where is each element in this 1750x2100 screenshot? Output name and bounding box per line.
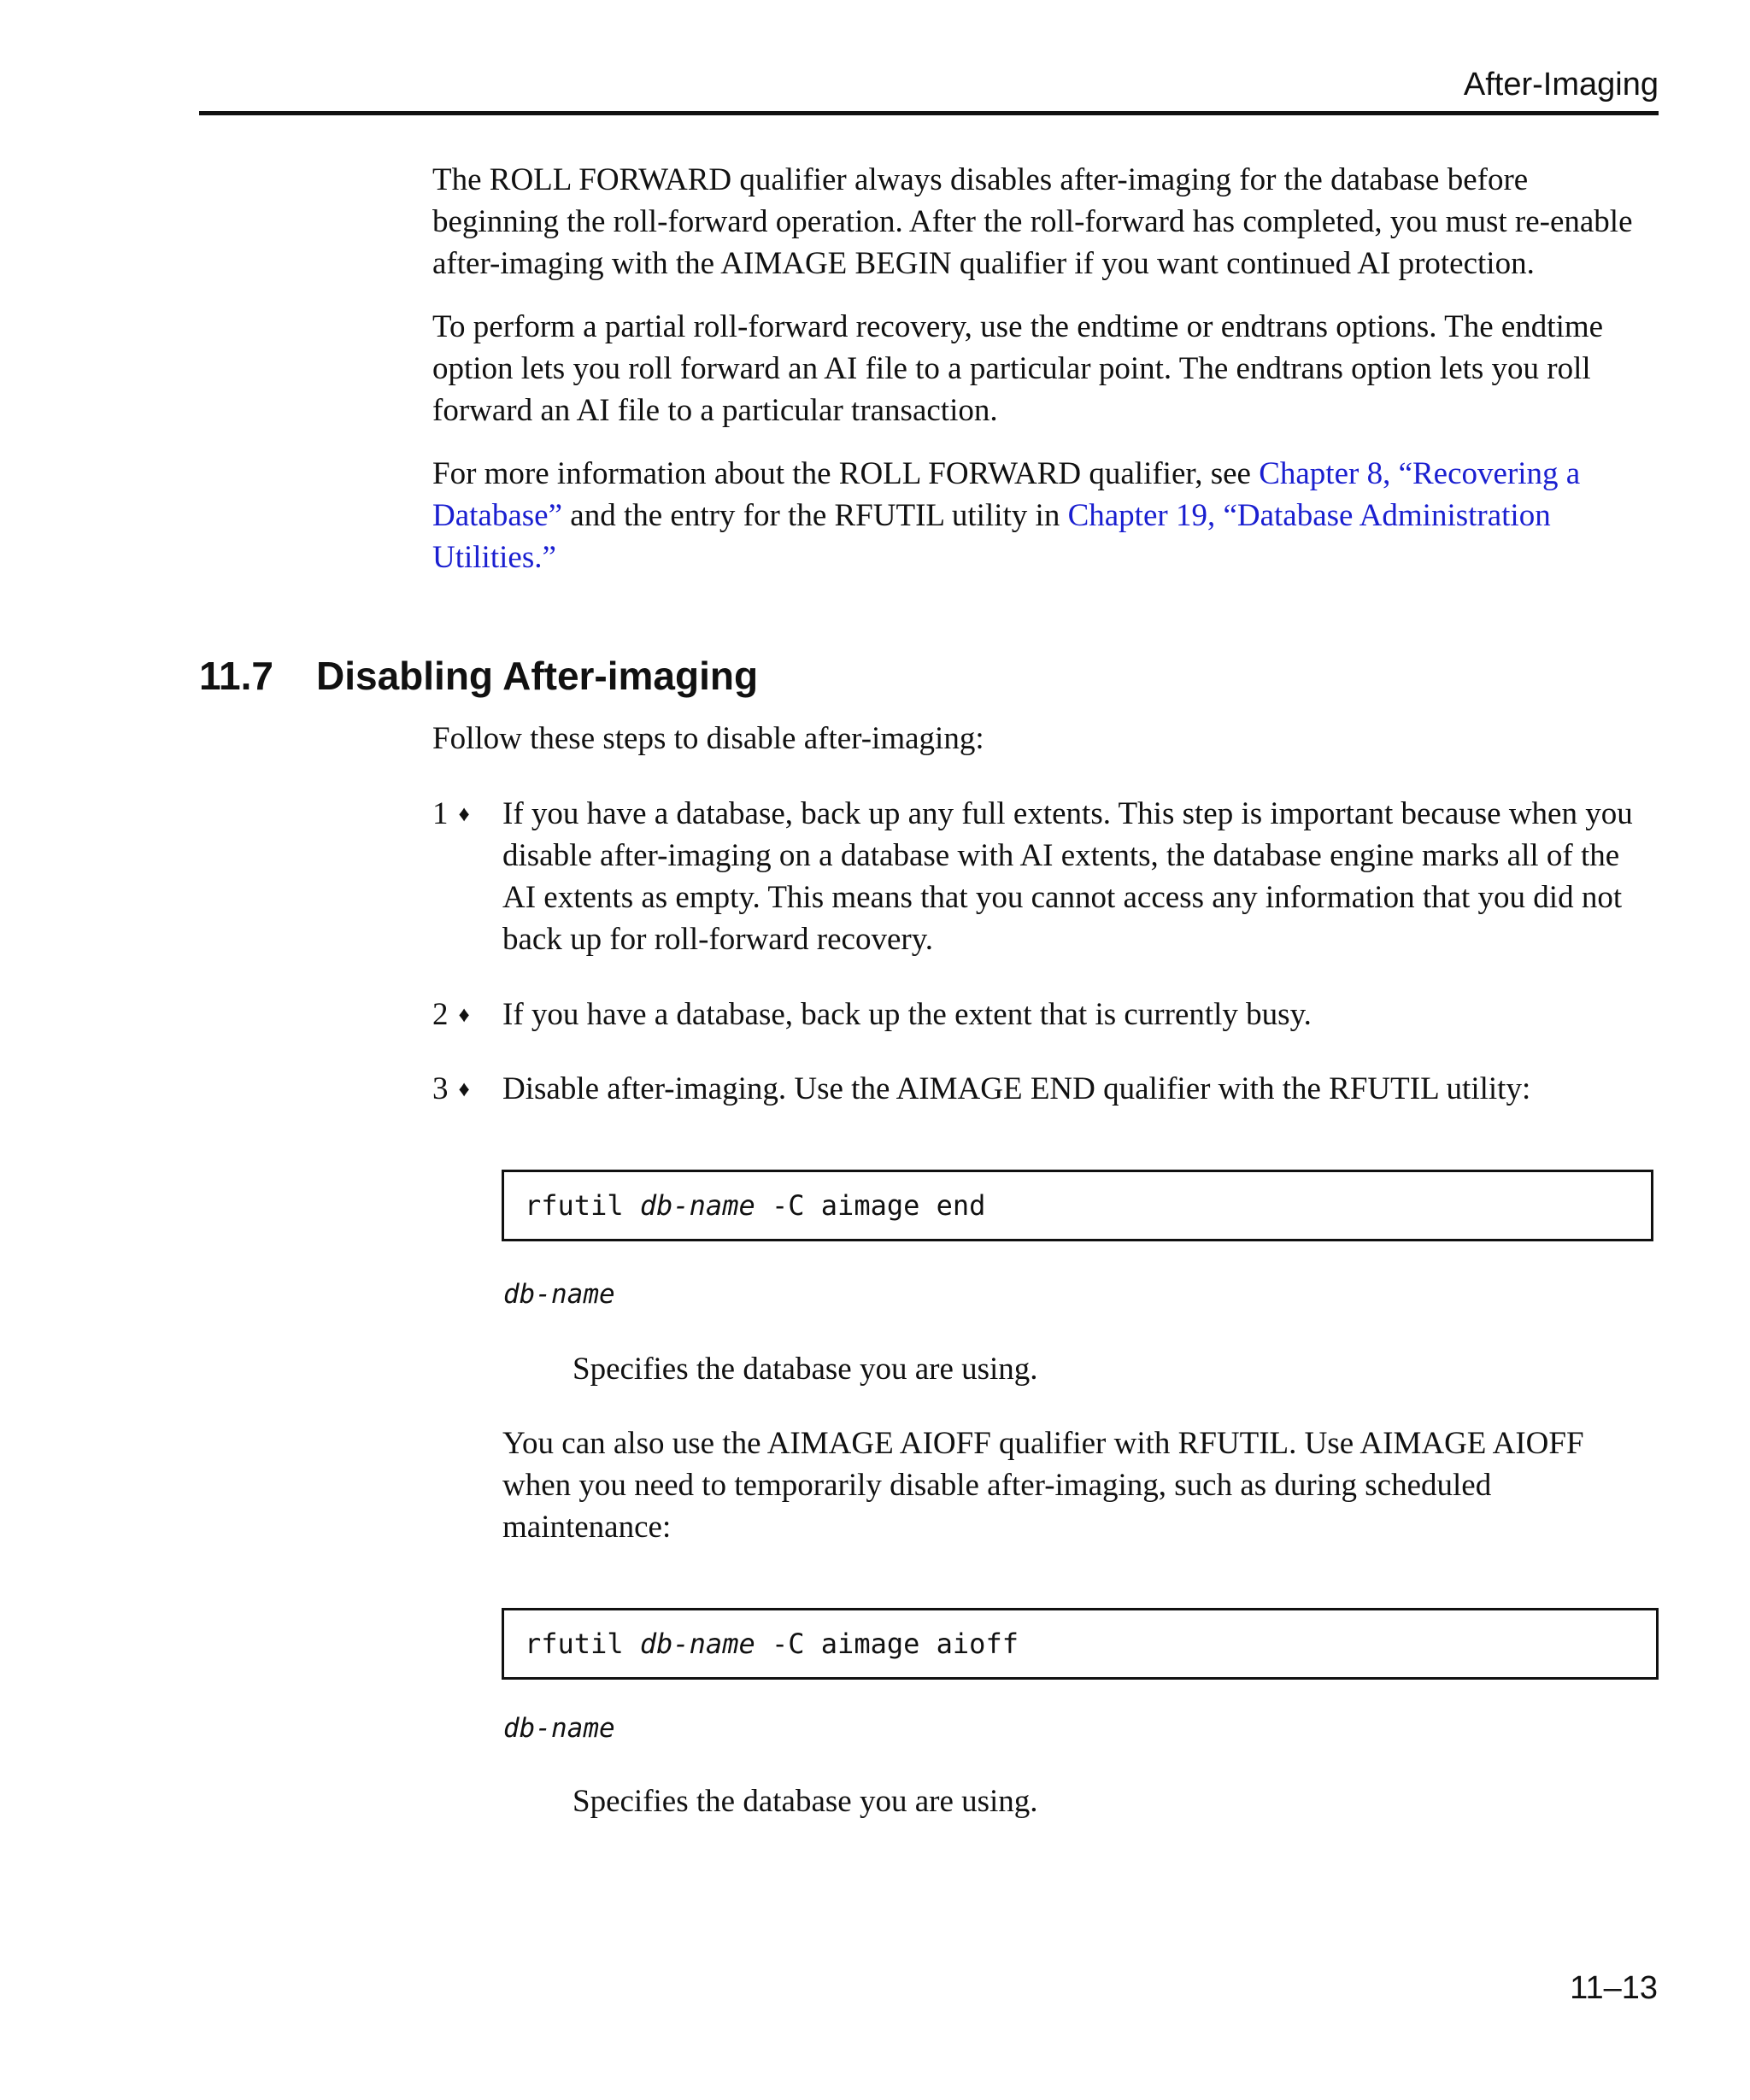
link-chapter-8[interactable]: Chapter 8, “Recovering a Database”: [432, 456, 1581, 533]
code-argument: db-name: [639, 1189, 755, 1222]
step-marker: [432, 1068, 501, 1110]
diamond-bullet-icon: ♦: [458, 1076, 470, 1101]
code-options: -C aimage aioff: [755, 1628, 1019, 1660]
step-3: [432, 1068, 1656, 1110]
header-rule: [199, 111, 1659, 115]
link-chapter-19[interactable]: Chapter 19, “Database Administration Utilities.”: [432, 498, 1551, 575]
more-info-text-middle: and the entry for the RFUTIL utility in: [562, 498, 1068, 533]
page-number: 11–13: [1570, 1970, 1658, 2006]
code-block-aimage-aioff: [502, 1608, 1659, 1680]
section-heading: [199, 653, 758, 699]
section-number: 11.7: [199, 654, 273, 698]
step-number: 3: [432, 1071, 449, 1106]
step-text: If you have a database, back up any full extents. This step is important because when you disable after-imaging on a database with AI extents, the database engine marks all of the AI extents as empty. This means that you cannot access any information that you did not back up for roll-forward recovery.: [502, 796, 1633, 957]
code-block-aimage-end: [502, 1170, 1653, 1241]
diamond-bullet-icon: ♦: [458, 1002, 470, 1027]
section-intro: Follow these steps to disable after-imaging:: [432, 721, 984, 756]
parameter-name: db-name: [503, 1713, 615, 1744]
step-text: Disable after-imaging. Use the AIMAGE END qualifier with the RFUTIL utility:: [502, 1071, 1531, 1106]
code-command: rfutil: [525, 1189, 640, 1222]
step-number: 2: [432, 997, 449, 1032]
code-command: rfutil: [525, 1628, 640, 1660]
step-marker: [432, 793, 501, 835]
diamond-bullet-icon: ♦: [458, 801, 470, 826]
step-marker: [432, 994, 501, 1035]
step-text: If you have a database, back up the extent that is currently busy.: [502, 997, 1312, 1032]
parameter-description: Specifies the database you are using.: [573, 1352, 1038, 1387]
step-number: 1: [432, 796, 449, 831]
step-2: [432, 994, 1656, 1035]
paragraph-more-info: [432, 453, 1656, 578]
more-info-text-start: For more information about the ROLL FORWARD qualifier, see: [432, 456, 1260, 491]
paragraph-aioff-note: You can also use the AIMAGE AIOFF qualifier with RFUTIL. Use AIMAGE AIOFF when you need to temporarily disable after-imaging, such as during scheduled maintenance:: [502, 1426, 1584, 1545]
parameter-name: db-name: [503, 1279, 615, 1310]
step-1: [432, 793, 1656, 960]
section-title: Disabling After-imaging: [316, 654, 759, 698]
paragraph-roll-forward: The ROLL FORWARD qualifier always disables after-imaging for the database before beginning the roll-forward operation. After the roll-forward has completed, you must re-enable after-imaging with the AIMAGE BEGIN qualifier if you want continued AI protection.: [432, 162, 1633, 281]
running-header-title: After-Imaging: [1463, 67, 1659, 103]
code-argument: db-name: [639, 1628, 755, 1660]
parameter-description: Specifies the database you are using.: [573, 1784, 1038, 1819]
code-options: -C aimage end: [755, 1189, 986, 1222]
paragraph-partial-recovery: To perform a partial roll-forward recovery, use the endtime or endtrans options. The endtime option lets you roll forward an AI file to a particular point. The endtrans option lets you roll forward an AI file to a particular transaction.: [432, 309, 1604, 428]
